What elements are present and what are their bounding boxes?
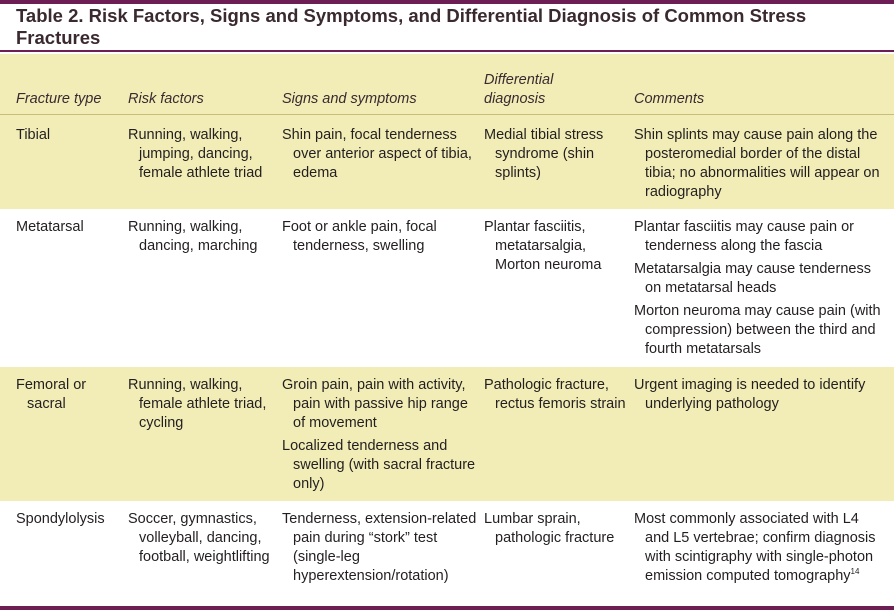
cell-risk-factors: Running, walking, dancing, marching [128,219,258,254]
header-comments: Comments [634,91,705,107]
header-risk-factors: Risk factors [128,91,204,107]
table-title-bar [0,4,894,52]
cell-fracture-type: Femoral or sacral [16,377,87,412]
cell-differential-diagnosis: Pathologic fracture, rectus femoris strain [484,377,626,412]
cell-signs-symptoms: Groin pain, pain with activity, pain with passive hip range of movement Localized tenderness and swelling (with sacral fracture only) [282,377,476,492]
header-differential-diagnosis: Differential diagnosis [484,72,554,107]
table-row [0,501,894,606]
cell-risk-factors: Running, walking, female athlete triad, cycling [128,377,267,431]
header-signs-symptoms: Signs and symptoms [282,91,417,107]
table-title: Table 2. Risk Factors, Signs and Symptoms, and Differential Diagnosis of Common Stress Fractures [16,5,807,48]
reference-superscript: 14 [850,567,860,577]
cell-differential-diagnosis: Medial tibial stress syndrome (shin splints) [484,127,604,181]
cell-differential-diagnosis: Plantar fasciitis, metatarsalgia, Morton neuroma [484,219,602,273]
table-row [0,115,894,209]
comment-text: Most commonly associated with L4 and L5 vertebrae; confirm diagnosis with scintigraphy with single-photon emission computed tomography [634,511,876,584]
header-fracture-type: Fracture type [16,91,102,107]
cell-comments [634,510,886,586]
cell-risk-factors: Running, walking, jumping, dancing, female athlete triad [128,127,263,181]
cell-signs-symptoms: Tenderness, extension-related pain during “stork” test (single-leg hyperextension/rotation) [282,511,477,584]
cell-differential-diagnosis: Lumbar sprain, pathologic fracture [484,511,615,546]
cell-fracture-type: Tibial [16,127,51,143]
table-row [0,367,894,501]
cell-comments: Shin splints may cause pain along the posteromedial border of the distal tibia; no abnormalities will appear on radiography [634,127,880,200]
table-row [0,209,894,367]
cell-signs-symptoms: Shin pain, focal tenderness over anterior aspect of tibia, edema [282,127,472,181]
cell-signs-symptoms: Foot or ankle pain, focal tenderness, swelling [282,219,437,254]
cell-risk-factors: Soccer, gymnastics, volleyball, dancing, football, weightlifting [128,511,270,565]
table-header-row [0,54,894,115]
cell-comments: Urgent imaging is needed to identify underlying pathology [634,377,866,412]
cell-fracture-type: Metatarsal [16,219,84,235]
cell-comments: Plantar fasciitis may cause pain or tenderness along the fascia Metatarsalgia may cause tenderness on metatarsal heads Morton neuroma may cause pain (with compression) between the third and fourth metatarsals [634,219,881,357]
cell-fracture-type: Spondylolysis [16,511,105,527]
